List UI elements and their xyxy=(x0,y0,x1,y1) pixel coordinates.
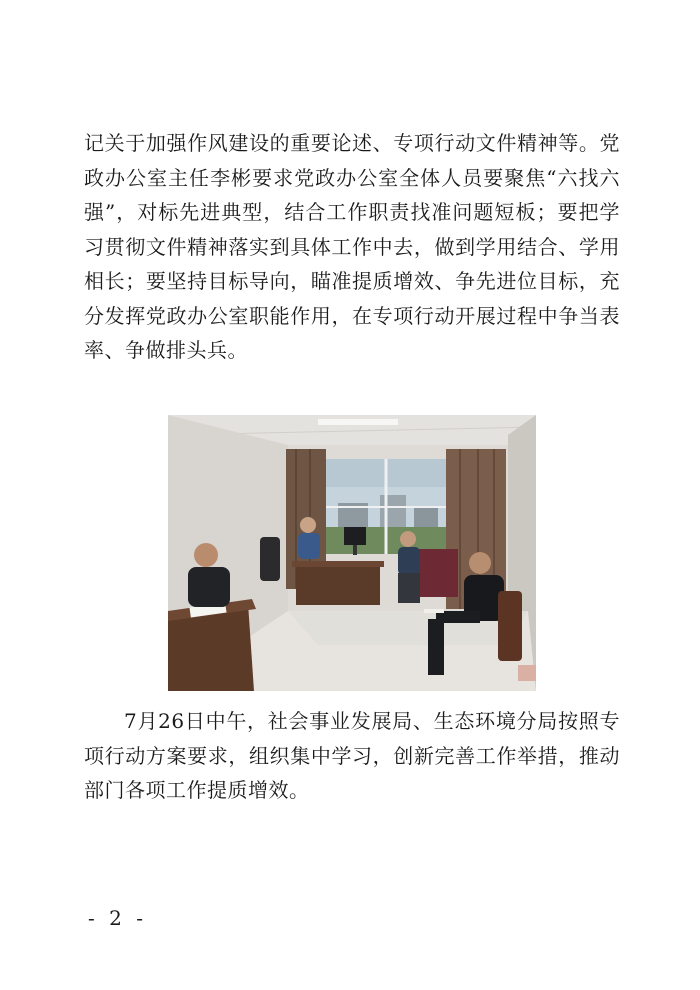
body-paragraph-1: 记关于加强作风建设的重要论述、专项行动文件精神等。党政办公室主任李彬要求党政办公室全体人员要聚焦“六找六强”，对标先进典型，结合工作职责找准问题短板；要把学习贯彻文件精神落实到具体工作中去，做到学用结合、学用相长；要坚持目标导向，瞄准提质增效、争先进位目标，充分发挥党政办公室职能作用，在专项行动开展过程中争当表率、争做排头兵。 xyxy=(84,131,620,362)
page-number: - 2 - xyxy=(88,906,147,930)
meeting-photo xyxy=(168,415,536,691)
body-paragraph-2: 7月26日中午，社会事业发展局、生态环境分局按照专项行动方案要求，组织集中学习，创新完善工作举措，推动部门各项工作提质增效。 xyxy=(84,709,620,802)
